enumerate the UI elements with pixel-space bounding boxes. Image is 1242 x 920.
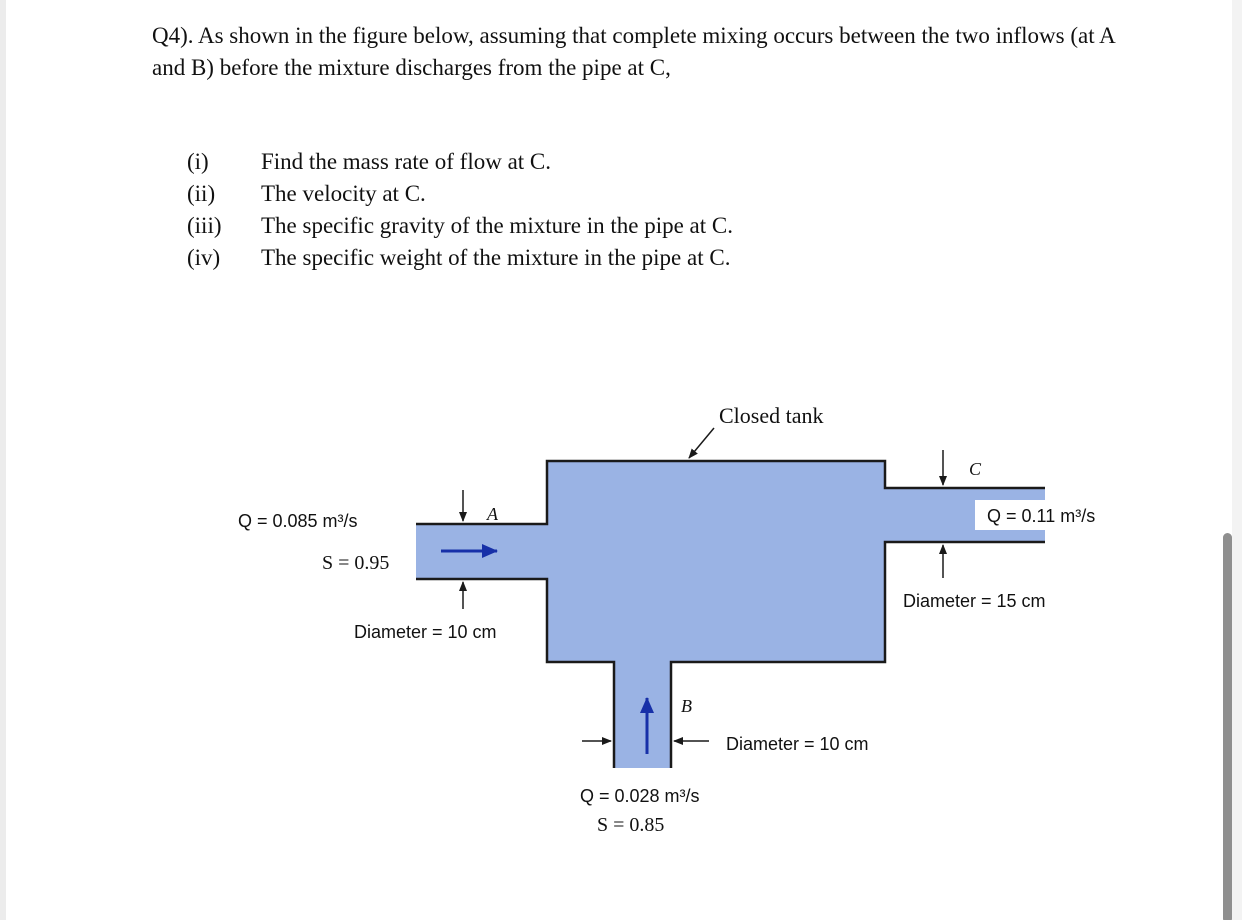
part-text: Find the mass rate of flow at C. [261,149,552,174]
inlet-a-specific-gravity: S = 0.95 [322,552,390,574]
question-text: Q4). As shown in the figure below, assuming that complete mixing occurs between the two inflows (at A and B) before the mixture discharges from the pipe at C, [152,23,1115,80]
inlet-a-label: A [487,504,498,524]
fluid-region [416,462,1045,768]
outlet-c-label: C [969,459,982,479]
inlet-b-label: B [681,696,692,716]
inlet-a-flow: Q = 0.085 m³/s [238,511,358,531]
inlet-a-diameter: Diameter = 10 cm [354,622,497,642]
tank-leader-arrow [689,428,714,458]
part-text: The velocity at C. [261,181,426,206]
part-number: (ii) [187,181,216,206]
inlet-b-specific-gravity: S = 0.85 [597,814,665,836]
tank-label: Closed tank [719,403,824,428]
part-text: The specific weight of the mixture in the pipe at C. [261,245,731,270]
part-number: (iv) [187,245,221,270]
inlet-b-flow: Q = 0.028 m³/s [580,786,700,806]
inlet-b-fluid [614,660,671,768]
outlet-c-diameter: Diameter = 15 cm [903,591,1046,611]
part-text: The specific gravity of the mixture in the pipe at C. [261,213,733,238]
outlet-c-flow: Q = 0.11 m³/s [987,506,1096,526]
tank-fluid [547,462,885,662]
inlet-b-diameter: Diameter = 10 cm [726,734,869,754]
part-number: (i) [187,149,209,174]
part-number: (iii) [187,213,222,238]
